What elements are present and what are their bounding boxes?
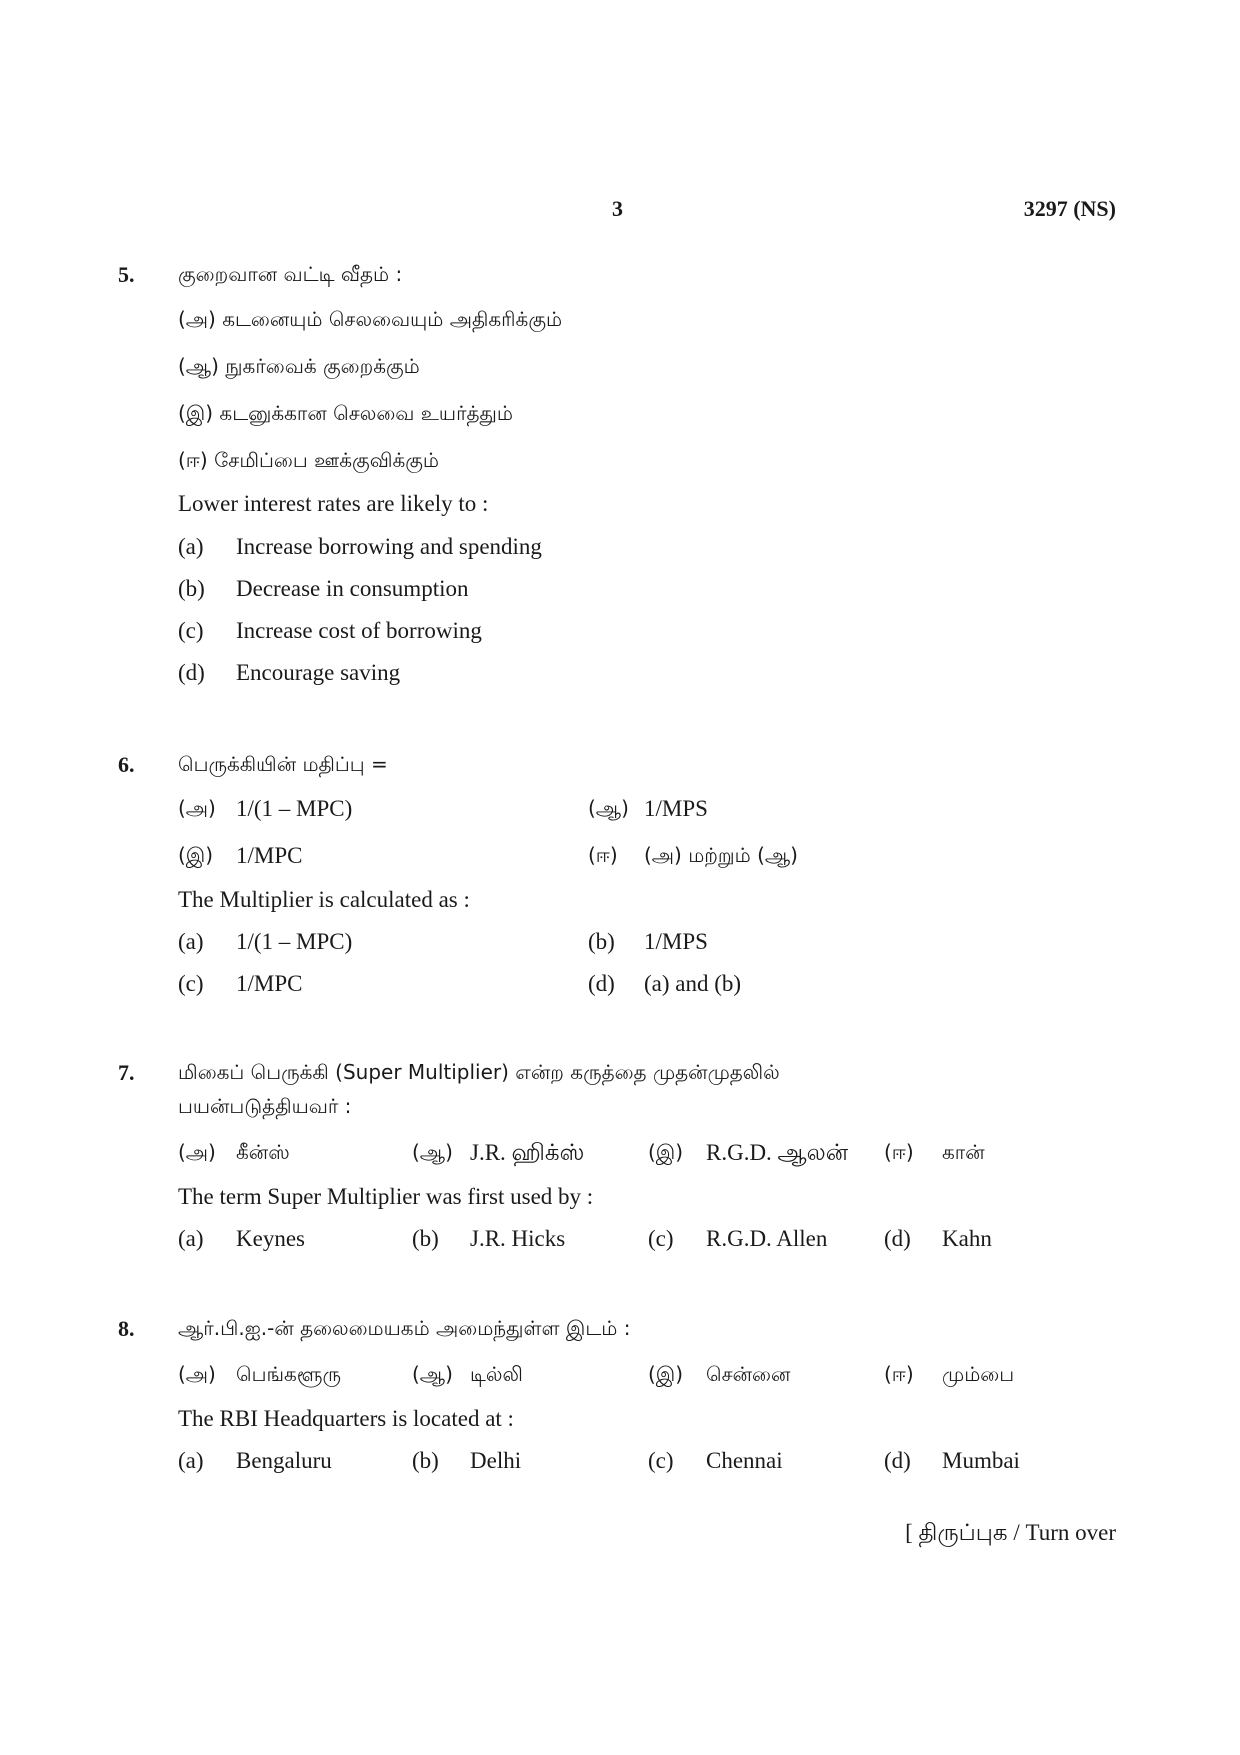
option-text: (அ) மற்றும் (ஆ) <box>644 843 798 867</box>
option-text: 1/(1 – MPC) <box>236 796 353 821</box>
option-text: Mumbai <box>942 1448 1020 1473</box>
option-marker: (இ) <box>648 1362 684 1386</box>
option-marker: (ஈ) <box>884 1362 914 1386</box>
option-text: சேமிப்பை ஊக்குவிக்கும் <box>214 448 440 472</box>
question-number: 8. <box>118 1316 135 1341</box>
option-marker: (இ) <box>178 401 214 425</box>
tamil-option <box>178 307 562 334</box>
option-text: J.R. ஹிக்ஸ் <box>470 1140 585 1165</box>
option-marker: (b) <box>412 1226 439 1251</box>
option-text: 1/MPS <box>644 929 708 954</box>
option-marker: (ஆ) <box>588 796 629 820</box>
option-text: நுகர்வைக் குறைக்கும் <box>225 354 420 378</box>
option-text: பெங்களூரு <box>236 1362 342 1386</box>
english-stem: The RBI Headquarters is located at : <box>178 1406 514 1431</box>
option-text: கடனுக்கான செலவை உயர்த்தும் <box>219 401 513 425</box>
turn-over-note: [ திருப்புக / Turn over <box>905 1520 1116 1545</box>
option-text: கடனையும் செலவையும் அதிகரிக்கும் <box>222 307 563 331</box>
option-text: Increase cost of borrowing <box>236 618 482 643</box>
tamil-stem: பெருக்கியின் மதிப்பு = <box>178 752 388 776</box>
paper-code: 3297 (NS) <box>1023 196 1116 221</box>
option-text: Bengaluru <box>236 1448 332 1473</box>
question-number: 6. <box>118 752 135 777</box>
option-marker: (c) <box>178 971 204 996</box>
option-marker: (ஈ) <box>178 448 208 472</box>
option-marker: (ஆ) <box>178 354 219 378</box>
option-text: கீன்ஸ் <box>236 1140 290 1164</box>
option-marker: (d) <box>884 1448 911 1473</box>
tamil-stem: குறைவான வட்டி வீதம் : <box>178 262 403 286</box>
option-marker: (b) <box>588 929 615 954</box>
option-marker: (இ) <box>178 843 214 867</box>
option-text: (a) and (b) <box>644 971 742 996</box>
tamil-stem-line-2: பயன்படுத்தியவர் : <box>178 1094 352 1118</box>
option-marker: (ஆ) <box>412 1140 453 1164</box>
option-marker: (b) <box>412 1448 439 1473</box>
page-number: 3 <box>612 196 623 221</box>
option-marker: (a) <box>178 534 204 559</box>
tamil-stem-line-1: மிகைப் பெருக்கி (Super Multiplier) என்ற கருத்தை முதன்முதலில் <box>178 1060 780 1084</box>
option-marker: (அ) <box>178 1140 216 1164</box>
option-text: டில்லி <box>470 1362 523 1386</box>
tamil-option <box>178 401 513 428</box>
option-marker: (c) <box>178 618 204 643</box>
option-marker: (d) <box>884 1226 911 1251</box>
option-text: சென்னை <box>706 1362 791 1386</box>
option-text: Increase borrowing and spending <box>236 534 542 559</box>
english-stem: The term Super Multiplier was first used by : <box>178 1184 594 1209</box>
option-text: R.G.D. Allen <box>706 1226 828 1251</box>
option-marker: (a) <box>178 1448 204 1473</box>
option-text: Kahn <box>942 1226 992 1251</box>
question-number: 5. <box>118 262 135 287</box>
option-marker: (a) <box>178 1226 204 1251</box>
tamil-option <box>178 354 420 381</box>
option-text: J.R. Hicks <box>470 1226 566 1251</box>
option-text: R.G.D. ஆலன் <box>706 1140 849 1165</box>
option-text: 1/MPS <box>644 796 708 821</box>
option-marker: (ஆ) <box>412 1362 453 1386</box>
option-text: 1/MPC <box>236 971 303 996</box>
option-text: Delhi <box>470 1448 522 1473</box>
tamil-option <box>178 448 439 475</box>
option-marker: (d) <box>588 971 615 996</box>
option-marker: (அ) <box>178 796 216 820</box>
tamil-stem: ஆர்.பி.ஐ.-ன் தலைமையகம் அமைந்துள்ள இடம் : <box>178 1316 631 1340</box>
option-text: 1/(1 – MPC) <box>236 929 353 954</box>
option-marker: (ஈ) <box>884 1140 914 1164</box>
option-text: கான் <box>942 1140 985 1164</box>
option-text: Chennai <box>706 1448 783 1473</box>
option-marker: (d) <box>178 660 205 685</box>
option-marker: (இ) <box>648 1140 684 1164</box>
option-text: Decrease in consumption <box>236 576 469 601</box>
option-text: Keynes <box>236 1226 305 1251</box>
option-marker: (c) <box>648 1448 674 1473</box>
english-stem: The Multiplier is calculated as : <box>178 887 470 912</box>
question-number: 7. <box>118 1060 135 1085</box>
option-marker: (c) <box>648 1226 674 1251</box>
option-marker: (அ) <box>178 1362 216 1386</box>
option-marker: (a) <box>178 929 204 954</box>
option-marker: (அ) <box>178 307 216 331</box>
option-marker: (b) <box>178 576 205 601</box>
option-marker: (ஈ) <box>588 843 618 867</box>
option-text: 1/MPC <box>236 843 303 868</box>
option-text: மும்பை <box>942 1362 1015 1386</box>
english-stem: Lower interest rates are likely to : <box>178 491 489 516</box>
option-text: Encourage saving <box>236 660 401 685</box>
